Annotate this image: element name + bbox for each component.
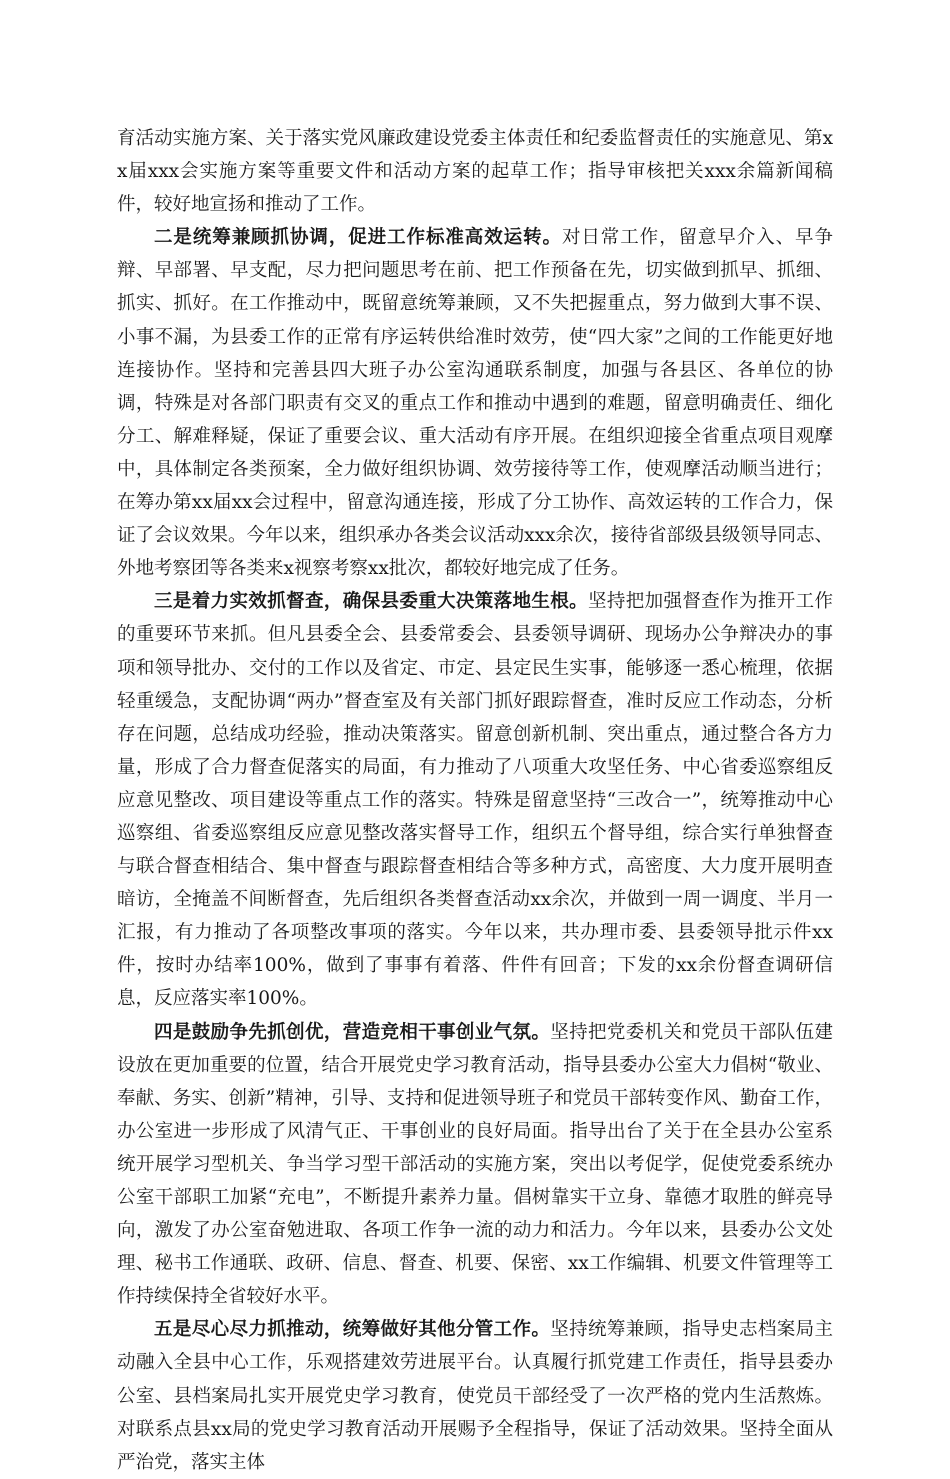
paragraph-3-lead: 三是着力实效抓督查，确保县委重大决策落地生根。 bbox=[154, 591, 589, 613]
paragraph-4-body: 坚持把党委机关和党员干部队伍建设放在更加重要的位置，结合开展党史学习教育活动，指导县委办公室大力倡树“敬业、奉献、务实、创新”精神，引导、支持和促进领导班子和党员干部转变作风、勤奋工作，办公室进一步形成了风清气正、干事创业的良好局面。指导出台了关于在全县办公室系统开展学习型机关、争当学习型干部活动的实施方案，突出以考促学，促使党委系统办公室干部职工加紧“充电”，不断提升素养力量。倡树靠实干立身、靠德才取胜的鲜亮导向，激发了办公室奋勉进取、各项工作争一流的动力和活力。今年以来，县委办公文处理、秘书工作通联、政研、信息、督查、机要、保密、xx工作编辑、机要文件管理等工作持续保持全省较好水平。 bbox=[117, 1021, 833, 1308]
paragraph-4 bbox=[117, 1016, 833, 1314]
paragraph-2-lead: 二是统筹兼顾抓协调，促进工作标准高效运转。 bbox=[154, 227, 562, 249]
paragraph-3-body: 坚持把加强督查作为推开工作的重要环节来抓。但凡县委全会、县委常委会、县委领导调研、现场办公争辩决办的事项和领导批办、交付的工作以及省定、市定、县定民生实事，能够逐一悉心梳理，依据轻重缓急，支配协调“两办”督查室及有关部门抓好跟踪督查，准时反应工作动态，分析存在问题，总结成功经验，推动决策落实。留意创新机制、突出重点，通过整合各方力量，形成了合力督查促落实的局面，有力推动了八项重大攻坚任务、中心省委巡察组反应意见整改、项目建设等重点工作的落实。特殊是留意坚持“三改合一”，统筹推动中心巡察组、省委巡察组反应意见整改落实督导工作，组织五个督导组，综合实行单独督查与联合督查相结合、集中督查与跟踪督查相结合等多种方式，高密度、大力度开展明查暗访，全掩盖不间断督查，先后组织各类督查活动xx余次，并做到一周一调度、半月一汇报，有力推动了各项整改事项的落实。今年以来，共办理市委、县委领导批示件xx件，按时办结率100%，做到了事事有着落、件件有回音；下发的xx余份督查调研信息，反应落实率100%。 bbox=[117, 591, 833, 1010]
paragraph-5-lead: 五是尽心尽力抓推动，统筹做好其他分管工作。 bbox=[154, 1319, 551, 1341]
paragraph-4-lead: 四是鼓励争先抓创优，营造竞相干事创业气氛。 bbox=[154, 1021, 551, 1043]
paragraph-1-body: 育活动实施方案、关于落实党风廉政建设党委主体责任和纪委监督责任的实施意见、第xx届xxx会实施方案等重要文件和活动方案的起草工作；指导审核把关xxx余篇新闻稿件，较好地宣扬和推动了工作。 bbox=[117, 128, 833, 216]
paragraph-2 bbox=[117, 221, 833, 585]
document-page bbox=[117, 122, 833, 1479]
paragraph-2-body: 对日常工作，留意早介入、早争辩、早部署、早支配，尽力把问题思考在前、把工作预备在先，切实做到抓早、抓细、抓实、抓好。在工作推动中，既留意统筹兼顾，又不失把握重点，努力做到大事不误、小事不漏，为县委工作的正常有序运转供给准时效劳，使“四大家”之间的工作能更好地连接协作。坚持和完善县四大班子办公室沟通联系制度，加强与各县区、各单位的协调，特殊是对各部门职责有交叉的重点工作和推动中遇到的难题，留意明确责任、细化分工、解难释疑，保证了重要会议、重大活动有序开展。在组织迎接全省重点项目观摩中，具体制定各类预案，全力做好组织协调、效劳接待等工作，使观摩活动顺当进行；在筹办第xx届xx会过程中，留意沟通连接，形成了分工协作、高效运转的工作合力，保证了会议效果。今年以来，组织承办各类会议活动xxx余次，接待省部级县级领导同志、外地考察团等各类来x视察考察xx批次，都较好地完成了任务。 bbox=[117, 227, 833, 580]
paragraph-5-body: 坚持统筹兼顾，指导史志档案局主动融入全县中心工作，乐观搭建效劳进展平台。认真履行抓党建工作责任，指导县委办公室、县档案局扎实开展党史学习教育，使党员干部经受了一次严格的党内生活熬炼。对联系点县xx局的党史学习教育活动开展赐予全程指导，保证了活动效果。坚持全面从严治党，落实主体 bbox=[117, 1319, 833, 1473]
paragraph-3 bbox=[117, 585, 833, 1015]
paragraph-1 bbox=[117, 122, 833, 221]
paragraph-5 bbox=[117, 1313, 833, 1478]
